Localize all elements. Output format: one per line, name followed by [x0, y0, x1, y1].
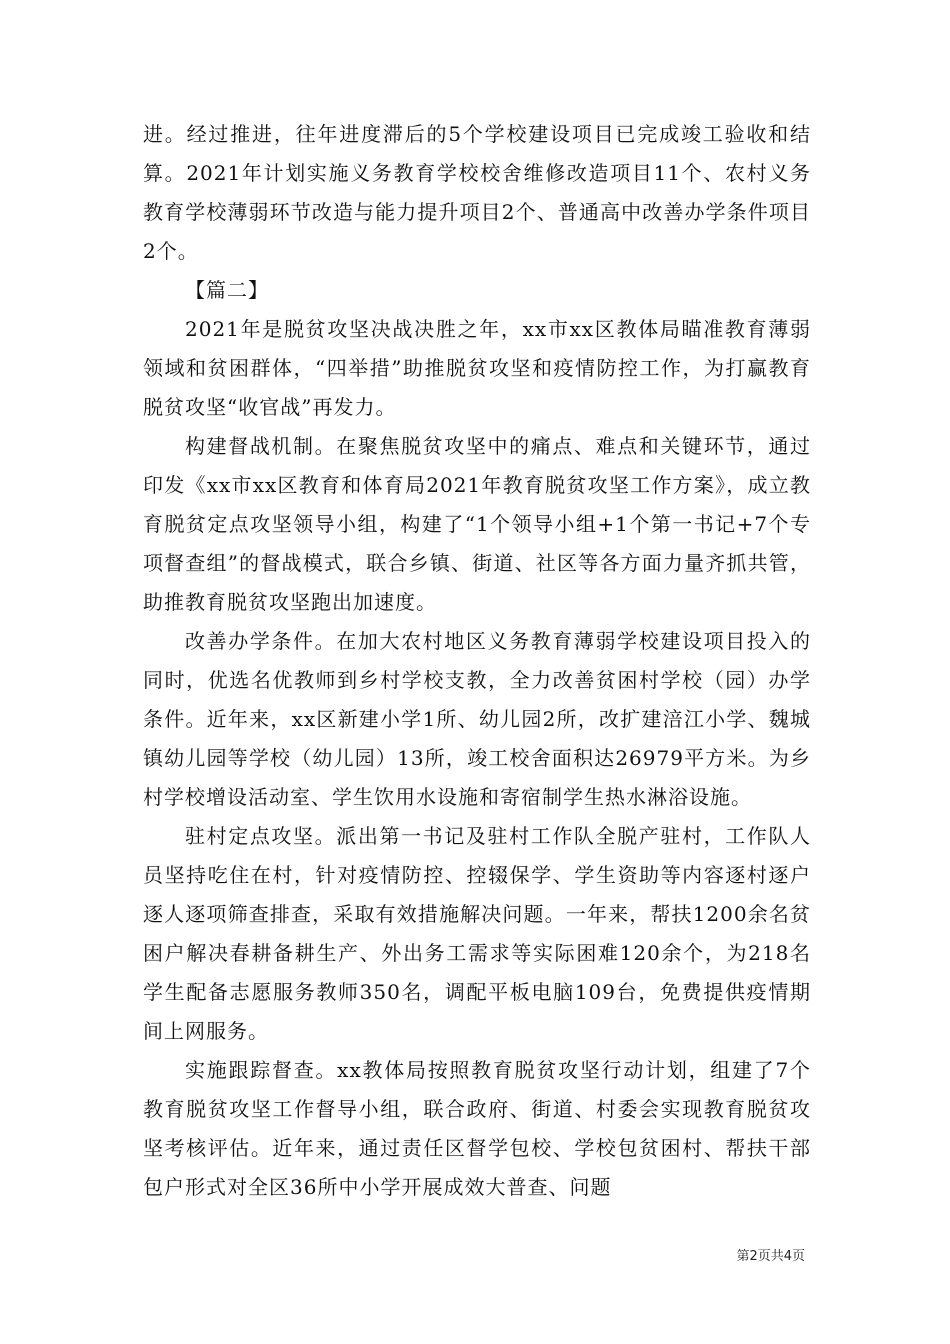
paragraph-supervision: 实施跟踪督查。xx教体局按照教育脱贫攻坚行动计划，组建了7个教育脱贫攻坚工作督导小组，联合政府、街道、村委会实现教育脱贫攻坚考核评估。近年来，通过责任区督学包校、学校包贫困村、帮扶干部包户形式对全区36所中小学开展成效大普查、问题	[143, 1058, 811, 1199]
page-number-footer: 第2页共4页	[736, 1249, 805, 1264]
section-heading: 【篇二】	[185, 278, 269, 302]
document-body	[143, 115, 811, 1207]
paragraph-conditions: 改善办学条件。在加大农村地区义务教育薄弱学校建设项目投入的同时，优选名优教师到乡村学校支教，全力改善贫困村学校（园）办学条件。近年来，xx区新建小学1所、幼儿园2所，改扩建涪江小学、魏城镇幼儿园等学校（幼儿园）13所，竣工校舍面积达26979平方米。为乡村学校增设活动室、学生饮用水设施和寄宿制学生热水淋浴设施。	[143, 629, 811, 809]
paragraph-village: 驻村定点攻坚。派出第一书记及驻村工作队全脱产驻村，工作队人员坚持吃住在村，针对疫情防控、控辍保学、学生资助等内容逐村逐户逐人逐项筛查排查，采取有效措施解决问题。一年来，帮扶1200余名贫困户解决春耕备耕生产、外出务工需求等实际困难120余个，为218名学生配备志愿服务教师350名，调配平板电脑109台，免费提供疫情期间上网服务。	[143, 824, 811, 1043]
paragraph-mechanism: 构建督战机制。在聚焦脱贫攻坚中的痛点、难点和关键环节，通过印发《xx市xx区教育和体育局2021年教育脱贫攻坚工作方案》，成立教育脱贫定点攻坚领导小组，构建了“1个领导小组+1个第一书记+7个专项督查组”的督战模式，联合乡镇、街道、社区等各方面力量齐抓共管，助推教育脱贫攻坚跑出加速度。	[143, 434, 811, 614]
paragraph-continuation: 进。经过推进，往年进度滞后的5个学校建设项目已完成竣工验收和结算。2021年计划实施义务教育学校校舍维修改造项目11个、农村义务教育学校薄弱环节改造与能力提升项目2个、普通高中改善办学条件项目2个。	[143, 122, 811, 263]
paragraph-intro: 2021年是脱贫攻坚决战决胜之年，xx市xx区教体局瞄准教育薄弱领域和贫困群体，“四举措”助推脱贫攻坚和疫情防控工作，为打赢教育脱贫攻坚“收官战”再发力。	[143, 317, 811, 419]
